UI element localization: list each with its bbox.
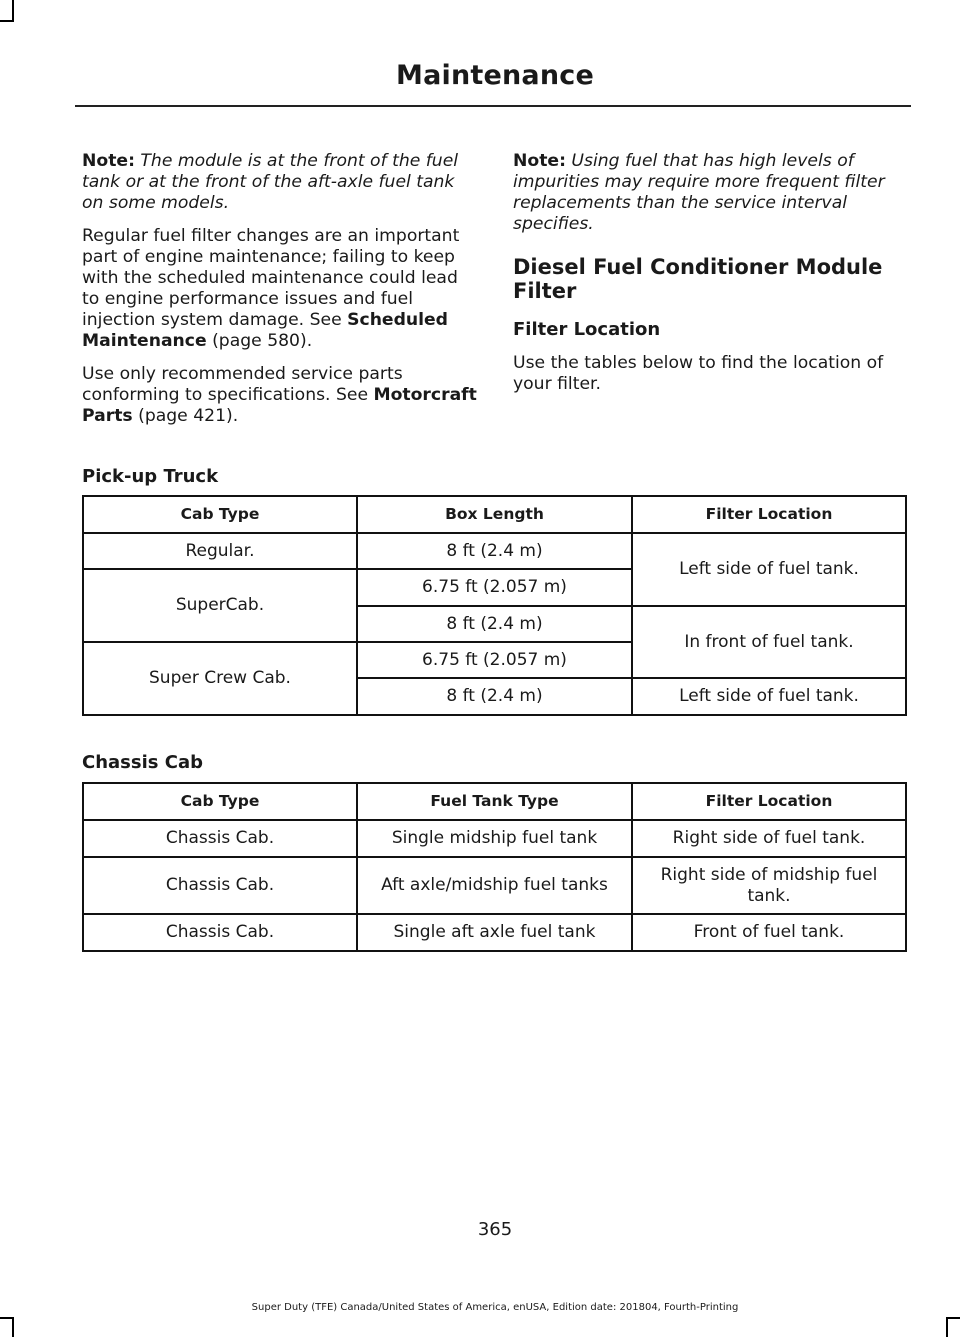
scheduled-maintenance-link[interactable]: Scheduled Maintenance [82, 310, 448, 351]
table-cell: Left side of fuel tank. [632, 533, 906, 606]
table-cell: 8 ft (2.4 m) [357, 678, 632, 715]
column-header: Fuel Tank Type [357, 783, 632, 820]
left-column [82, 151, 477, 439]
page-number: 365 [477, 1219, 513, 1240]
table-row [83, 857, 906, 914]
table-cell: 6.75 ft (2.057 m) [357, 642, 632, 678]
table-title: Chassis Cab [82, 752, 203, 773]
footer-text: Super Duty (TFE) Canada/United States of America, enUSA, Edition date: 201804, Fourth-Printing [251, 1302, 739, 1313]
crop-mark [0, 20, 14, 22]
page-reference: (page 421). [138, 406, 239, 426]
table-row [83, 820, 906, 857]
header-rule [75, 105, 911, 107]
note-text: The module is at the front of the fuel tank or at the front of the aft-axle fuel tank on some models. [82, 151, 459, 213]
table-cell: Left side of fuel tank. [632, 678, 906, 715]
right-column [513, 151, 908, 407]
note-label: Note: [82, 151, 135, 171]
crop-mark [946, 1317, 948, 1337]
table-cell: SuperCab. [83, 569, 357, 642]
paragraph-text: Use only recommended service parts conforming to specifications. See [82, 364, 403, 405]
crop-mark [12, 0, 14, 20]
table-cell: Front of fuel tank. [632, 914, 906, 951]
column-header: Cab Type [83, 496, 357, 533]
table-cell: 8 ft (2.4 m) [357, 533, 632, 569]
page-title: Maintenance [396, 60, 594, 91]
table-row [83, 914, 906, 951]
crop-mark [12, 1317, 14, 1337]
pickup-truck-table [82, 495, 907, 716]
body-paragraph [82, 226, 477, 352]
note-paragraph [513, 151, 908, 235]
table-cell: Right side of midship fuel tank. [632, 857, 906, 914]
table-title: Pick-up Truck [82, 466, 219, 487]
table-cell: In front of fuel tank. [632, 606, 906, 678]
table-header-row [83, 783, 906, 820]
note-paragraph [82, 151, 477, 214]
column-header: Cab Type [83, 783, 357, 820]
note-text: Using fuel that has high levels of impurities may require more frequent filter replacements than the service interval specifies. [513, 151, 885, 234]
table-cell: Chassis Cab. [83, 820, 357, 857]
table-cell: Regular. [83, 533, 357, 569]
table-cell: Super Crew Cab. [83, 642, 357, 715]
crop-mark [946, 1317, 960, 1319]
crop-mark [0, 1317, 14, 1319]
table-cell: Single aft axle fuel tank [357, 914, 632, 951]
paragraph-text: Regular fuel filter changes are an important part of engine maintenance; failing to keep with the scheduled maintenance could lead to engine performance issues and fuel injection system damage. See [82, 226, 460, 330]
subheading: Filter Location [513, 319, 661, 340]
table-cell: Right side of fuel tank. [632, 820, 906, 857]
table-cell: Chassis Cab. [83, 914, 357, 951]
table-cell: Single midship fuel tank [357, 820, 632, 857]
chassis-cab-table [82, 782, 907, 952]
column-header: Filter Location [632, 496, 906, 533]
column-header: Filter Location [632, 783, 906, 820]
column-header: Box Length [357, 496, 632, 533]
section-heading: Diesel Fuel Conditioner Module Filter [513, 255, 883, 303]
motorcraft-parts-link[interactable]: Motorcraft Parts [82, 385, 477, 426]
table-cell: 6.75 ft (2.057 m) [357, 569, 632, 606]
table-cell: 8 ft (2.4 m) [357, 606, 632, 642]
table-cell: Aft axle/midship fuel tanks [357, 857, 632, 914]
table-cell: Chassis Cab. [83, 857, 357, 914]
table-row [83, 533, 906, 569]
note-label: Note: [513, 151, 566, 171]
table-header-row [83, 496, 906, 533]
page-reference: (page 580). [212, 331, 313, 351]
body-paragraph: Use the tables below to find the location of your filter. [513, 353, 884, 394]
body-paragraph [82, 364, 477, 427]
